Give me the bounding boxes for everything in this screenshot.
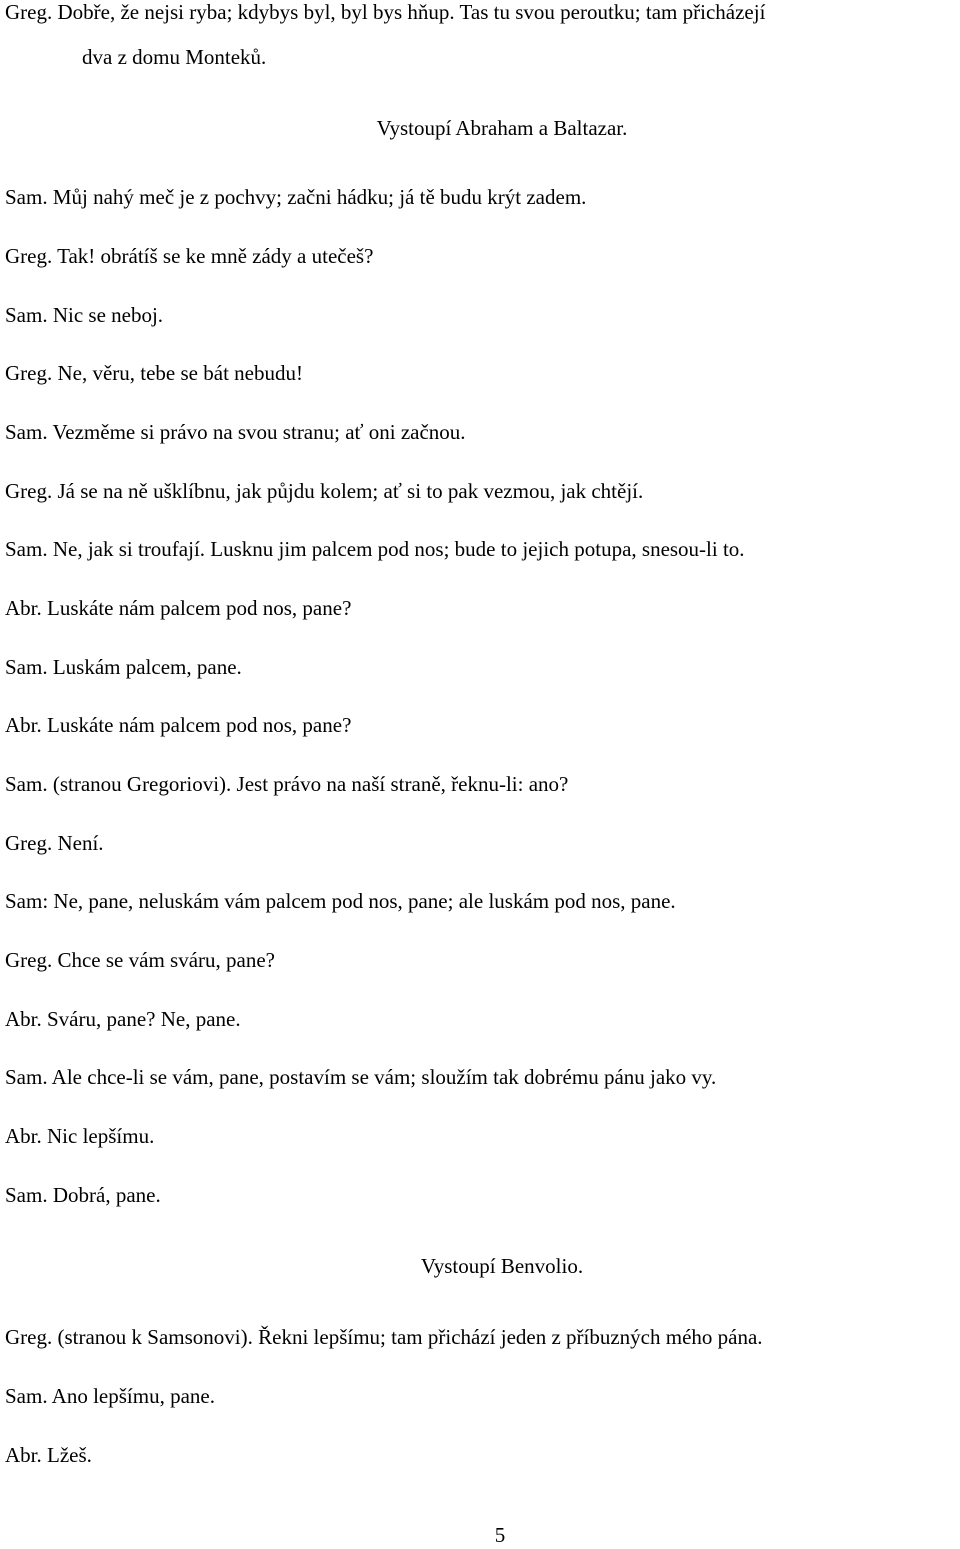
stage-direction: Vystoupí Abraham a Baltazar. [376,116,628,140]
dialogue-line-continuation: dva z domu Monteků. [82,45,267,69]
dialogue-line: Sam. Dobrá, pane. [5,1183,161,1207]
dialogue-line: Greg. Ne, věru, tebe se bát nebudu! [5,361,303,385]
dialogue-line: Abr. Luskáte nám palcem pod nos, pane? [5,713,352,737]
dialogue-line: Sam. Nic se neboj. [5,303,164,327]
dialogue-line: Sam: Ne, pane, neluskám vám palcem pod nos, pane; ale luskám pod nos, pane. [5,889,676,913]
dialogue-line: Greg. Není. [5,831,104,855]
dialogue-line: Greg. Já se na ně ušklíbnu, jak půjdu kolem; ať si to pak vezmou, jak chtějí. [5,479,644,503]
dialogue-line: Sam. Můj nahý meč je z pochvy; začni hádku; já tě budu krýt zadem. [5,185,587,209]
dialogue-line: Abr. Lžeš. [5,1443,92,1467]
dialogue-line: Sam. Luskám palcem, pane. [5,655,242,679]
dialogue-line: Greg. Chce se vám sváru, pane? [5,948,275,972]
dialogue-line: Sam. Ale chce-li se vám, pane, postavím se vám; sloužím tak dobrému pánu jako vy. [5,1065,717,1089]
dialogue-line: Sam. Ano lepšímu, pane. [5,1384,215,1408]
dialogue-line: Abr. Luskáte nám palcem pod nos, pane? [5,596,352,620]
dialogue-line: Abr. Nic lepšímu. [5,1124,155,1148]
dialogue-line: Abr. Sváru, pane? Ne, pane. [5,1007,241,1031]
dialogue-line: Greg. Tak! obrátíš se ke mně zády a utečeš? [5,244,374,268]
stage-direction: Vystoupí Benvolio. [420,1254,584,1278]
dialogue-line: Greg. Dobře, že nejsi ryba; kdybys byl, byl bys hňup. Tas tu svou peroutku; tam přicházejí [5,0,766,24]
dialogue-line: Sam. (stranou Gregoriovi). Jest právo na naší straně, řeknu-li: ano? [5,772,569,796]
page-number: 5 [494,1523,506,1547]
dialogue-line: Greg. (stranou k Samsonovi). Řekni lepšímu; tam přichází jeden z příbuzných mého pána. [5,1325,763,1349]
dialogue-line: Sam. Vezměme si právo na svou stranu; ať oni začnou. [5,420,466,444]
dialogue-line: Sam. Ne, jak si troufají. Lusknu jim palcem pod nos; bude to jejich potupa, snesou-li to. [5,537,745,561]
